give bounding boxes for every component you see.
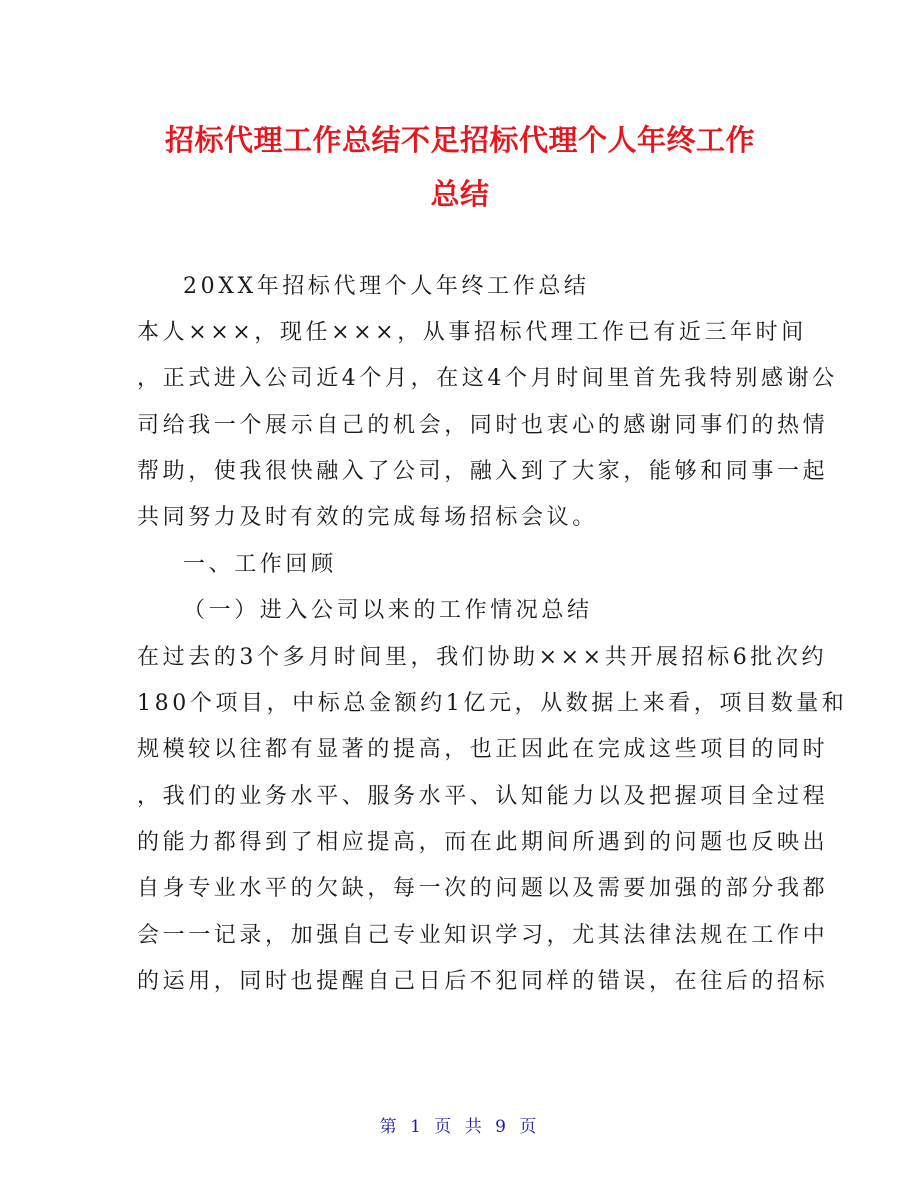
document-title-line-1: 招标代理工作总结不足招标代理个人年终工作 bbox=[164, 123, 755, 157]
paragraph-line: 的能力都得到了相应提高，而在此期间所遇到的问题也反映出 bbox=[137, 830, 829, 855]
paragraph-line: 180个项目，中标总金额约1亿元，从数据上来看，项目数量和 bbox=[137, 691, 848, 716]
subtitle-line: 20XX年招标代理个人年终工作总结 bbox=[183, 274, 590, 299]
paragraph-line: 本人×××，现任×××，从事招标代理工作已有近三年时间 bbox=[137, 320, 807, 345]
paragraph-line: 共同努力及时有效的完成每场招标会议。 bbox=[137, 505, 598, 530]
paragraph-line: ，正式进入公司近4个月，在这4个月时间里首先我特别感谢公 bbox=[137, 366, 838, 391]
paragraph-line: 自身专业水平的欠缺，每一次的问题以及需要加强的部分我都 bbox=[137, 876, 829, 901]
paragraph-line: 会一一记录，加强自己专业知识学习，尤其法律法规在工作中 bbox=[137, 923, 829, 948]
subsection-heading: （一）进入公司以来的工作情况总结 bbox=[183, 598, 593, 623]
page-number-footer: 第 1 页 共 9 页 bbox=[379, 1117, 541, 1137]
paragraph-line: 的运用，同时也提醒自己日后不犯同样的错误，在往后的招标 bbox=[137, 969, 829, 994]
paragraph-line: 规模较以往都有显著的提高，也正因此在完成这些项目的同时 bbox=[137, 737, 829, 762]
paragraph-line: ，我们的业务水平、服务水平、认知能力以及把握项目全过程 bbox=[137, 784, 829, 809]
paragraph-line: 帮助，使我很快融入了公司，融入到了大家，能够和同事一起 bbox=[137, 459, 829, 484]
paragraph-line: 司给我一个展示自己的机会，同时也衷心的感谢同事们的热情 bbox=[137, 413, 829, 438]
document-title-line-2: 总结 bbox=[430, 177, 490, 211]
paragraph-line: 在过去的3个多月时间里，我们协助×××共开展招标6批次约 bbox=[137, 645, 828, 670]
section-heading: 一、工作回顾 bbox=[183, 552, 337, 577]
